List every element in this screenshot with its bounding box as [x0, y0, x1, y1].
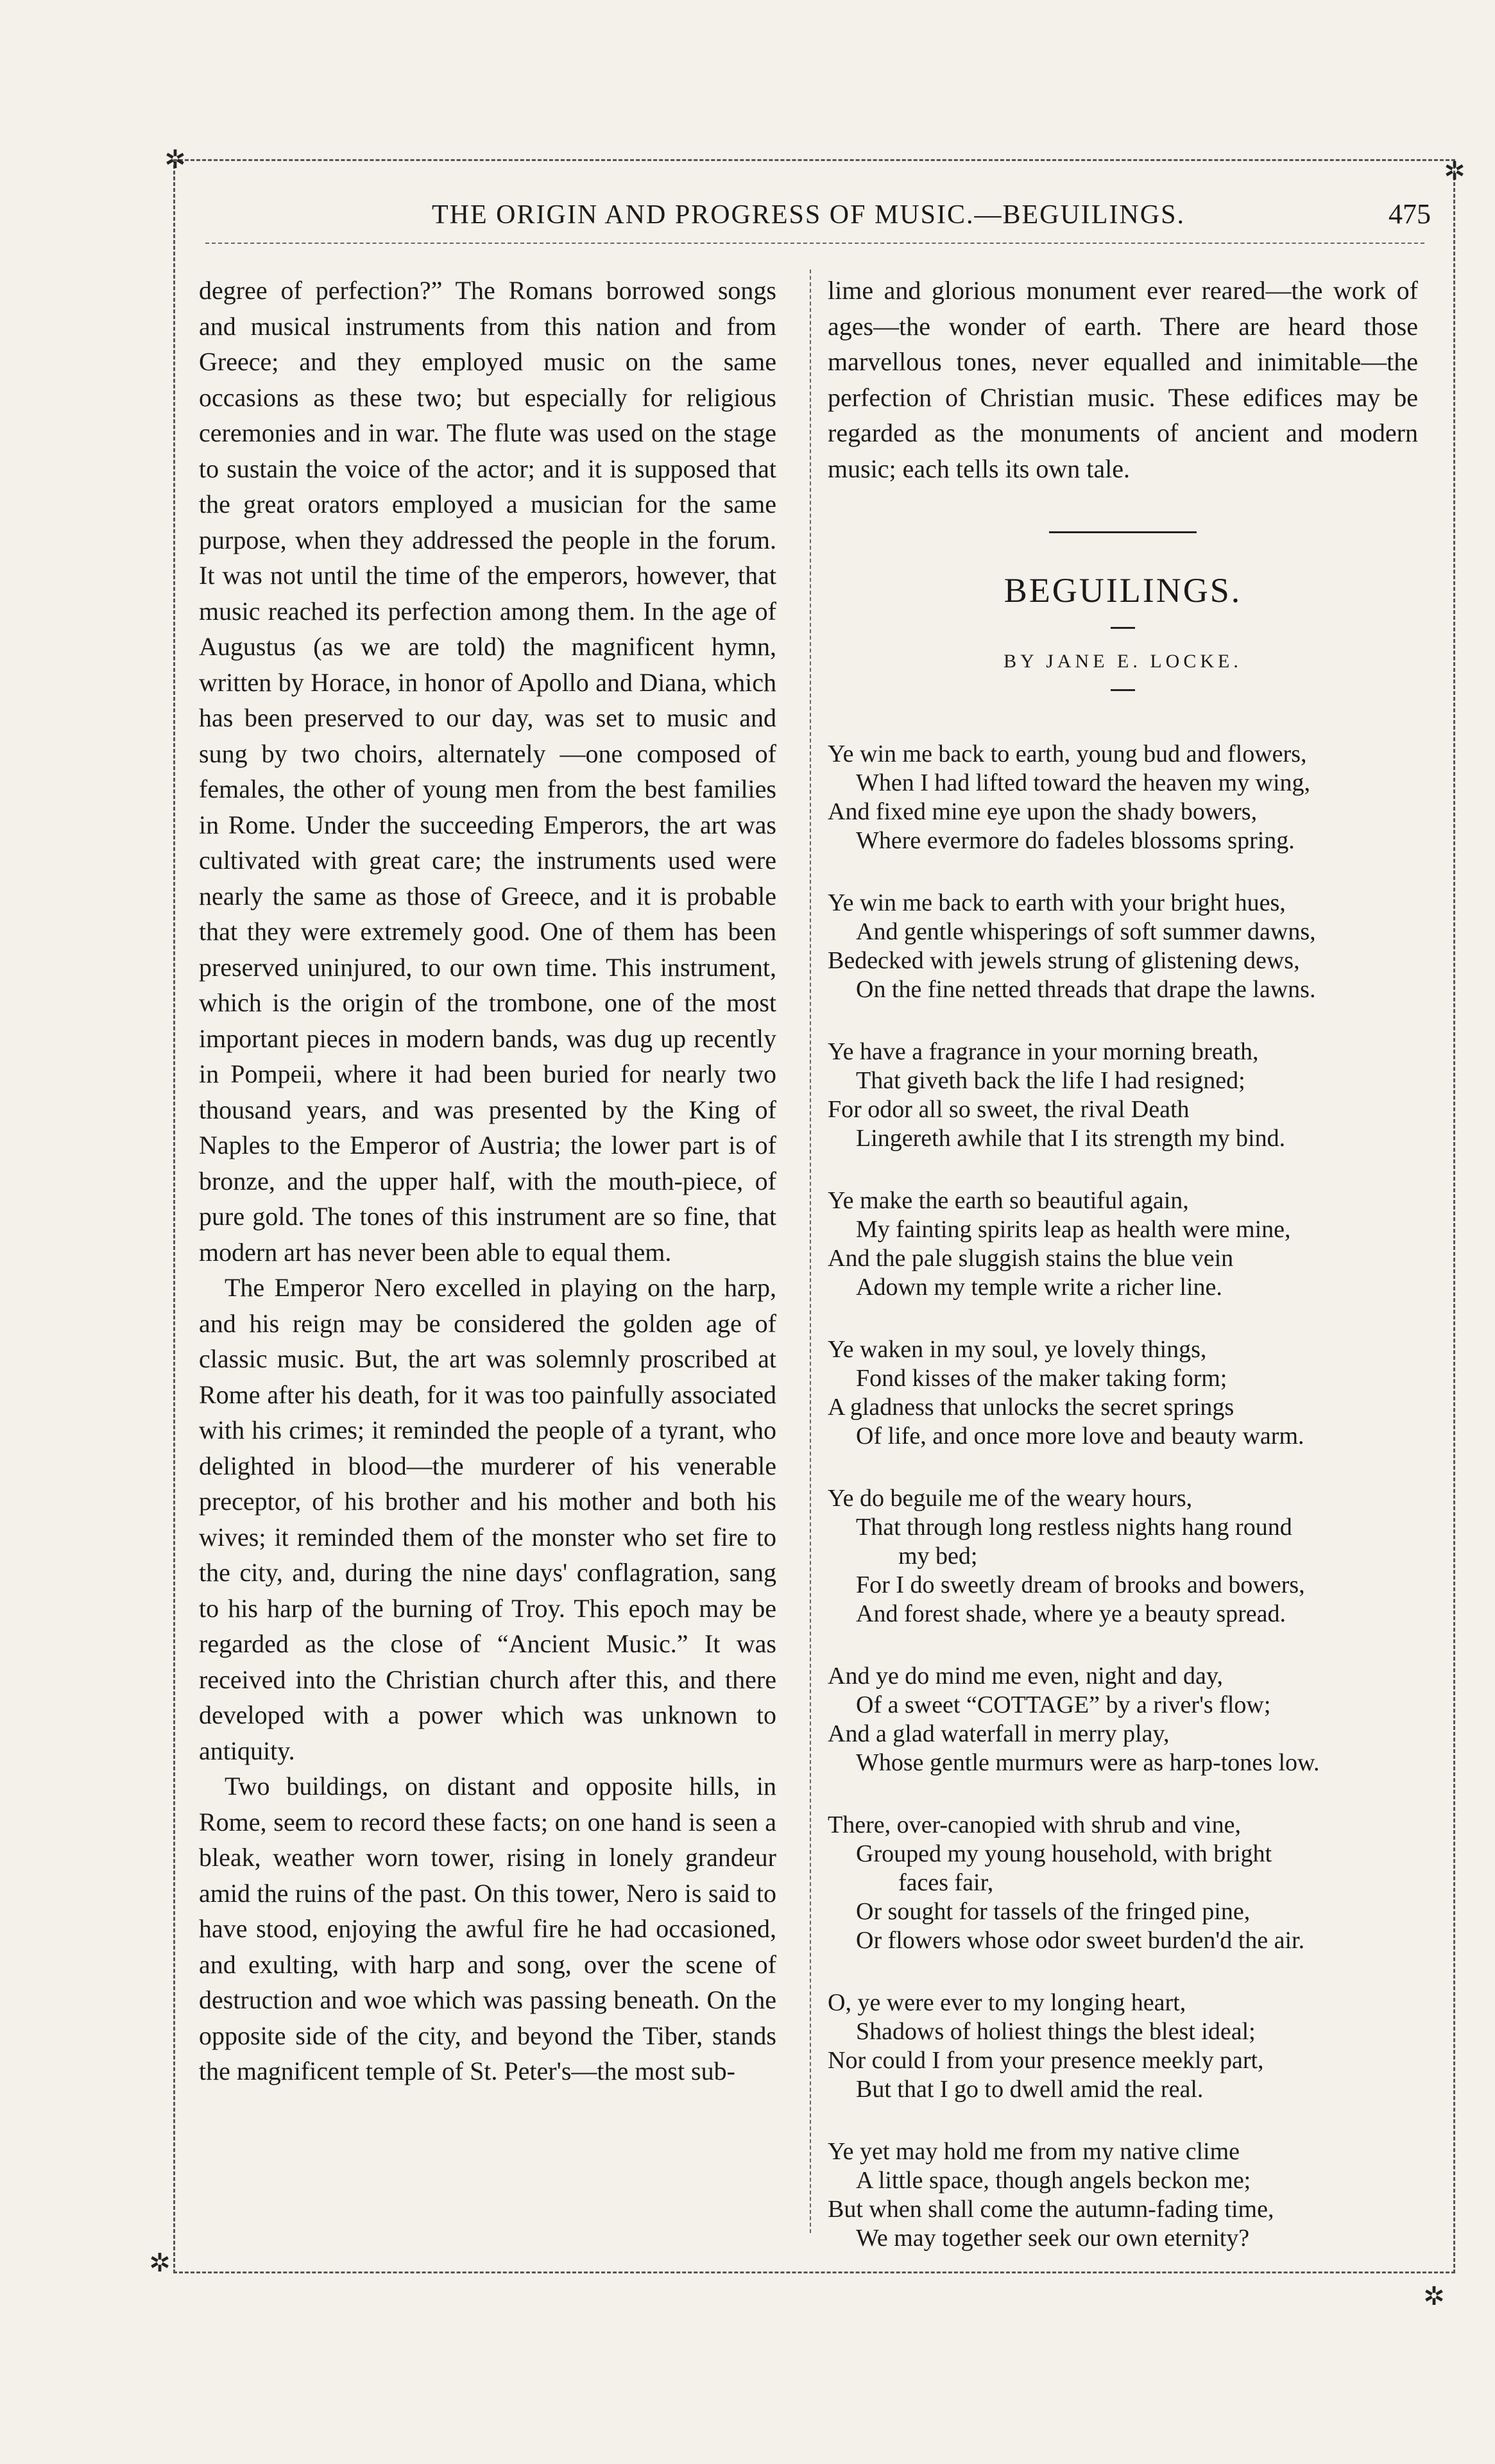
poem-line: A gladness that unlocks the secret springs: [828, 1394, 1234, 1421]
poem-title: BEGUILINGS.: [1004, 571, 1242, 610]
poem-line: Ye do beguile me of the weary hours,: [828, 1485, 1193, 1512]
article-right-column: [828, 273, 1418, 2286]
poem-line: And fixed mine eye upon the shady bowers,: [828, 798, 1258, 825]
byline-rule: [1111, 689, 1135, 691]
poem-line: Of life, and once more love and beauty warm.: [856, 1423, 1304, 1450]
poem-line: my bed;: [898, 1543, 978, 1570]
poem-line: Or flowers whose odor sweet burden'd the air.: [856, 1927, 1305, 1954]
corner-ornament-icon: ✲: [149, 2248, 171, 2277]
poem-line: Ye win me back to earth, young bud and flowers,: [828, 740, 1307, 767]
poem-line: Shadows of holiest things the blest ideal;: [856, 2018, 1256, 2045]
poem-line: Ye make the earth so beautiful again,: [828, 1187, 1189, 1214]
poem-stanza: [828, 889, 1418, 1004]
poem-line: And a glad waterfall in merry play,: [828, 1720, 1170, 1747]
corner-ornament-icon: ✲: [164, 145, 186, 174]
poem-line: Fond kisses of the maker taking form;: [856, 1365, 1227, 1392]
poem-line: For I do sweetly dream of brooks and bowers,: [856, 1571, 1305, 1598]
poem-line: And forest shade, where ye a beauty spread.: [856, 1600, 1286, 1627]
poem-line: On the fine netted threads that drape the lawns.: [856, 976, 1316, 1003]
header-rule: [205, 243, 1424, 244]
page-header: [186, 186, 1431, 244]
poem-stanza: [828, 1038, 1418, 1153]
poem-line: Adown my temple write a richer line.: [856, 1274, 1222, 1301]
poem-line: And the pale sluggish stains the blue vein: [828, 1245, 1234, 1272]
poem-line: Lingereth awhile that I its strength my bind.: [856, 1125, 1286, 1152]
poem-line: That giveth back the life I had resigned;: [856, 1067, 1245, 1094]
poem-line: And gentle whisperings of soft summer dawns,: [856, 918, 1316, 945]
poem-body: [828, 740, 1418, 2253]
poem-stanza: [828, 1989, 1418, 2104]
column-divider: [810, 270, 811, 2233]
poem-line: Ye yet may hold me from my native clime: [828, 2138, 1240, 2165]
article-left-column: [199, 273, 776, 2089]
poem-line: Grouped my young household, with bright: [856, 1840, 1272, 1867]
poem-stanza: [828, 1186, 1418, 1302]
poem-line: There, over-canopied with shrub and vine,: [828, 1811, 1241, 1838]
running-head: THE ORIGIN AND PROGRESS OF MUSIC.—BEGUILINGS.: [432, 200, 1185, 230]
corner-ornament-icon: ✲: [1423, 2282, 1445, 2311]
poem-stanza: [828, 1484, 1418, 1629]
poem-line: When I had lifted toward the heaven my wing,: [856, 769, 1311, 796]
poem-line: A little space, though angels beckon me;: [856, 2167, 1251, 2194]
poem-line: But when shall come the autumn-fading time,: [828, 2196, 1274, 2223]
poem-line: My fainting spirits leap as health were mine,: [856, 1216, 1291, 1243]
page-number: 475: [1388, 198, 1431, 230]
poem-line: O, ye were ever to my longing heart,: [828, 1989, 1186, 2016]
poem-line: Of a sweet “COTTAGE” by a river's flow;: [856, 1691, 1271, 1718]
poem-line: That through long restless nights hang round: [856, 1514, 1292, 1541]
poem-line: Bedecked with jewels strung of glistening dews,: [828, 947, 1300, 974]
article-paragraph: The Emperor Nero excelled in playing on the harp, and his reign may be considered the golden age of classic music. But, the art was solemnly proscribed at Rome after his death, for it was too painfully associated with his crimes; it reminded the people of a tyrant, who delighted in blood—the murderer of his venerable preceptor, of his brother and his mother and both his wives; it reminded them of the monster who set fire to the city, and, during the nine days' conflagration, sang to his harp of the burning of Troy. This epoch may be regarded as the close of “Ancient Music.” It was received into the Christian church after this, and there developed with a power which was unknown to antiquity.: [199, 1273, 776, 1765]
poem-line: Nor could I from your presence meekly part,: [828, 2047, 1264, 2074]
poem-line: Whose gentle murmurs were as harp-tones low.: [856, 1749, 1320, 1776]
poem-line: But that I go to dwell amid the real.: [856, 2076, 1204, 2103]
poem-line: And ye do mind me even, night and day,: [828, 1663, 1223, 1690]
poem-stanza: [828, 740, 1418, 855]
poem-line: Ye have a fragrance in your morning breath,: [828, 1038, 1259, 1065]
article-paragraph: degree of perfection?” The Romans borrowed songs and musical instruments from this nation and from Greece; and they employed music on the same occasions as these two; but especially for religious ceremonies and in war. The flute was used on the stage to sustain the voice of the actor; and it is supposed that the great orators employed a musician for the same purpose, when they addressed the people in the forum. It was not until the time of the emperors, however, that music reached its perfection among them. In the age of Augustus (as we are told) the magnificent hymn, written by Horace, in honor of Apollo and Diana, which has been preserved to our day, was set to music and sung by two choirs, alternately —one composed of females, the other of young men from the best families in Rome. Under the succeeding Emperors, the art was cultivated with great care; the instruments used were nearly the same as those of Greece, and it is probable that they were extremely good. One of them has been preserved uninjured, to our own time. This instrument, which is the origin of the trombone, one of the most important pieces in modern bands, was dug up recently in Pompeii, where it had been buried for nearly two thousand years, and was presented by the King of Naples to the Emperor of Austria; the lower part is of bronze, and the upper half, with the mouth-piece, of pure gold. The tones of this instrument are so fine, that modern art has never been able to equal them.: [199, 276, 776, 1267]
poem-line: Ye waken in my soul, ye lovely things,: [828, 1336, 1207, 1363]
poem-line: Ye win me back to earth with your bright hues,: [828, 889, 1286, 916]
article-continuation: lime and glorious monument ever reared—the work of ages—the wonder of earth. There are heard those marvellous tones, never equalled and inimitable—the perfection of Christian music. These edifices may be regarded as the monuments of ancient and modern music; each tells its own tale.: [828, 276, 1418, 483]
poem-line: We may together seek our own eternity?: [856, 2225, 1250, 2252]
poem-stanza: [828, 1335, 1418, 1451]
article-paragraph: Two buildings, on distant and opposite hills, in Rome, seem to record these facts; on one hand is seen a bleak, weather worn tower, rising in lonely grandeur amid the ruins of the past. On this tower, Nero is said to have stood, enjoying the awful fire he had occasioned, and exulting, with harp and song, over the scene of destruction and woe which was passing beneath. On the opposite side of the city, and beyond the Tiber, stands the magnificent temple of St. Peter's—the most sub-: [199, 1772, 776, 2085]
title-rule: [1111, 627, 1135, 629]
section-separator: [1049, 531, 1197, 533]
poem-line: For odor all so sweet, the rival Death: [828, 1096, 1190, 1123]
poem-byline: BY JANE E. LOCKE.: [1004, 651, 1242, 672]
poem-stanza: [828, 1662, 1418, 1777]
poem-stanza: [828, 2137, 1418, 2253]
poem-stanza: [828, 1811, 1418, 1955]
poem-line: Or sought for tassels of the fringed pine,: [856, 1898, 1251, 1925]
corner-ornament-icon: ✲: [1444, 157, 1465, 185]
poem-line: Where evermore do fadeles blossoms spring.: [856, 827, 1295, 854]
poem-line: faces fair,: [898, 1869, 994, 1896]
